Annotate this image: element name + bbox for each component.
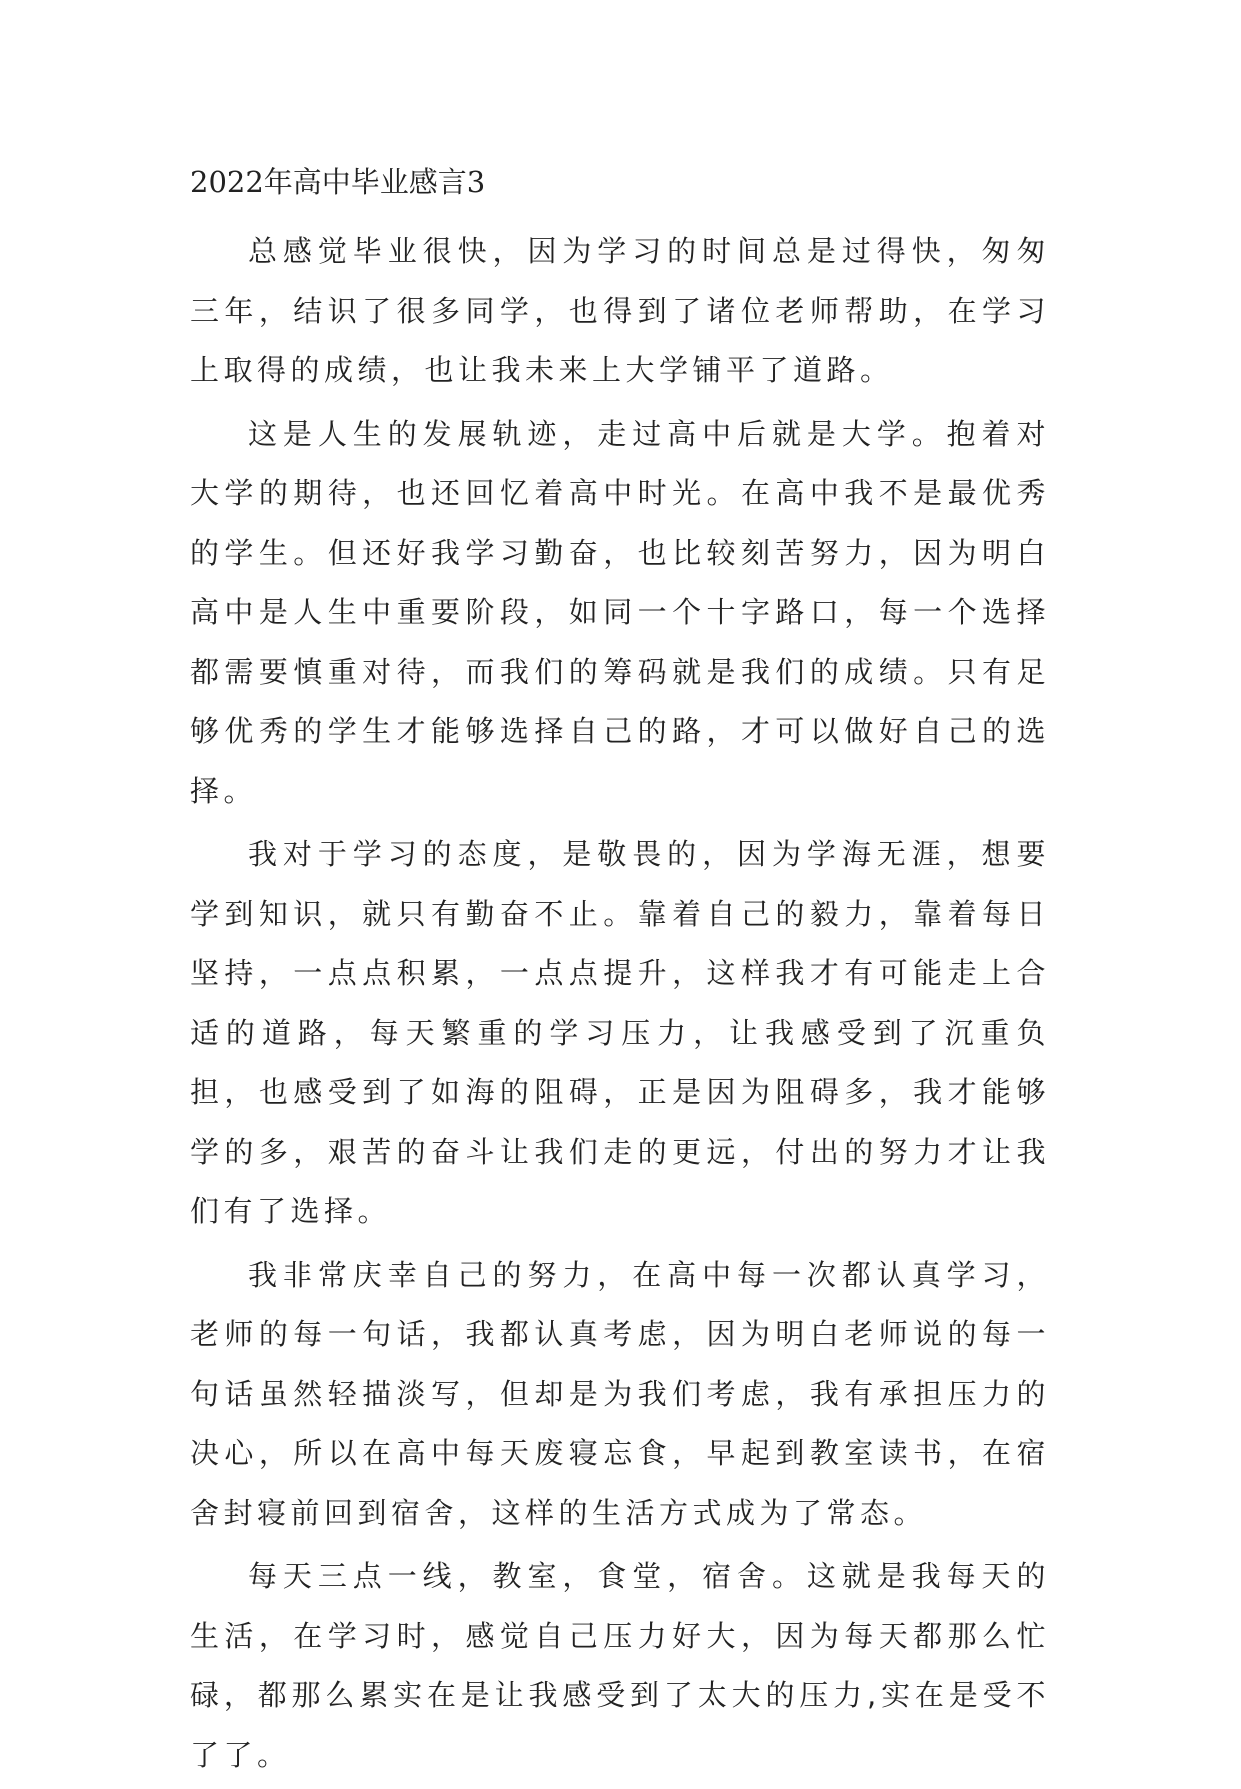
paragraph-3: 我对于学习的态度，是敬畏的，因为学海无涯，想要学到知识，就只有勤奋不止。靠着自己的毅力，靠着每日坚持，一点点积累，一点点提升，这样我才有可能走上合适的道路，每天繁重的学习压力，让我感受到了沉重负担，也感受到了如海的阻碍，正是因为阻碍多，我才能够学的多，艰苦的奋斗让我们走的更远，付出的努力才让我们有了选择。 [190,837,1050,1228]
paragraph-2: 这是人生的发展轨迹，走过高中后就是大学。抱着对大学的期待，也还回忆着高中时光。在高中我不是最优秀的学生。但还好我学习勤奋，也比较刻苦努力，因为明白高中是人生中重要阶段，如同一个十字路口，每一个选择都需要慎重对待，而我们的筹码就是我们的成绩。只有足够优秀的学生才能够选择自己的路，才可以做好自己的选择。 [190,416,1050,808]
document-title: 2022年高中毕业感言3 [190,165,486,199]
paragraph-1: 总感觉毕业很快，因为学习的时间总是过得快，匆匆三年，结识了很多同学，也得到了诸位老师帮助，在学习上取得的成绩，也让我未来上大学铺平了道路。 [190,234,1050,387]
document-body [190,222,1050,1789]
paragraph-5: 每天三点一线，教室，食堂，宿舍。这就是我每天的生活，在学习时，感觉自己压力好大，因为每天都那么忙碌，都那么累实在是让我感受到了太大的压力,实在是受不了了。 [190,1559,1050,1772]
paragraph-4: 我非常庆幸自己的努力，在高中每一次都认真学习，老师的每一句话，我都认真考虑，因为明白老师说的每一句话虽然轻描淡写，但却是为我们考虑，我有承担压力的决心，所以在高中每天废寝忘食，早起到教室读书，在宿舍封寝前回到宿舍，这样的生活方式成为了常态。 [190,1257,1050,1530]
